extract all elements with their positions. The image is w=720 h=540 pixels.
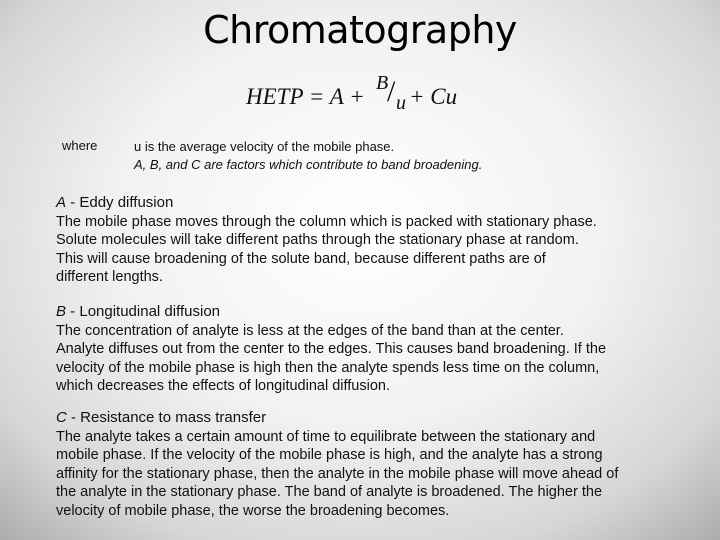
section-line: different lengths. [56,269,163,286]
section-line: The analyte takes a certain amount of time to equilibrate between the stationary and [56,428,596,445]
section-line: mobile phase. If the velocity of the mobile phase is high, and the analyte has a strong [56,447,603,464]
definition-abc: A, B, and C are factors which contribute to band broadening. [134,157,483,172]
section-letter: C [56,409,67,426]
formula-lhs: HETP = A + [246,84,365,109]
where-label: where [62,138,98,153]
section-letter: B [56,303,67,320]
section-line: velocity of the mobile phase is high then the analyte spends less time on the column, [56,359,600,376]
section-heading-text: - Longitudinal diffusion [66,303,221,320]
section-mass-transfer [56,409,696,521]
section-line: which decreases the effects of longitudinal diffusion. [56,378,390,395]
section-longitudinal-diffusion [56,303,696,396]
page-title: Chromatography [203,8,517,52]
formula-rhs: + Cu [409,84,458,109]
section-line: Analyte diffuses out from the center to the edges. This causes band broadening. If the [56,341,607,358]
formula-numerator: B [376,72,389,94]
definition-u: u is the average velocity of the mobile phase. [134,139,395,154]
section-line: velocity of mobile phase, the worse the broadening becomes. [56,502,450,519]
section-line: The concentration of analyte is less at the edges of the band than at the center. [56,322,564,339]
section-eddy-diffusion [56,194,696,287]
section-heading [56,303,696,322]
section-line: affinity for the stationary phase, then the analyte in the mobile phase will move ahead of [56,465,619,482]
section-line: This will cause broadening of the solute band, because different paths are of [56,250,546,267]
where-definitions [134,138,482,174]
section-heading [56,409,696,428]
section-heading-text: - Resistance to mass transfer [66,409,267,426]
section-heading-text: - Eddy diffusion [66,194,174,211]
section-line: the analyte in the stationary phase. The band of analyte is broadened. The higher the [56,484,603,501]
section-letter: A [56,194,67,211]
section-line: The mobile phase moves through the column which is packed with stationary phase. [56,213,597,230]
formula-denominator: u [396,92,406,114]
formula-slash: / [387,75,396,108]
section-heading [56,194,696,213]
section-line: Solute molecules will take different paths through the stationary phase at random. [56,232,579,249]
